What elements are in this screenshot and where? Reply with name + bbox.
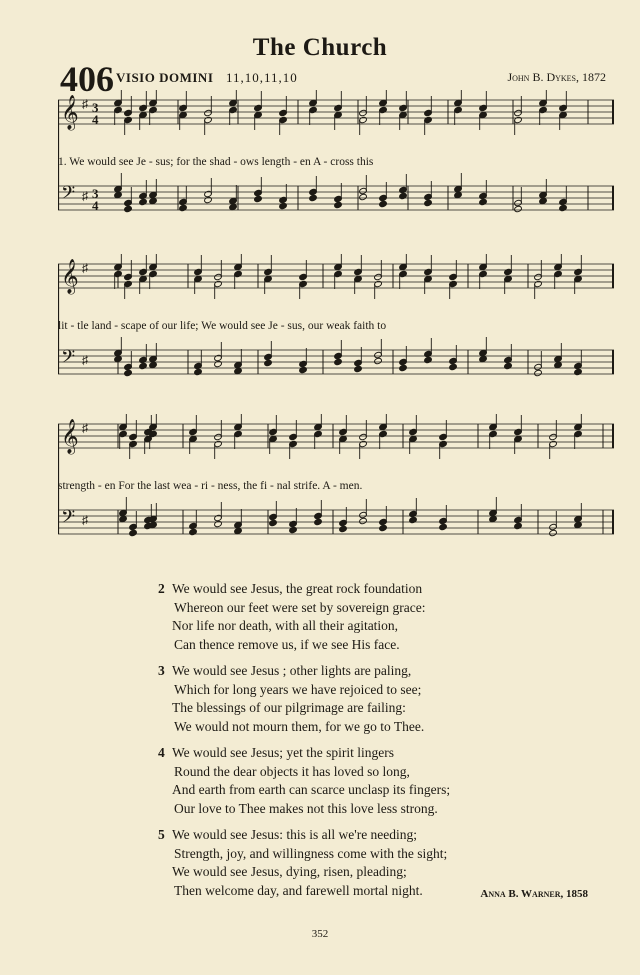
- bass-note-head: [359, 517, 368, 524]
- bass-note-head: [214, 360, 223, 367]
- bass-note-head: [124, 205, 133, 212]
- bass-note-head: [119, 515, 128, 522]
- page-number: 352: [311, 928, 329, 940]
- bass-note-head: [354, 365, 363, 372]
- time-signature-bottom: 4: [92, 198, 99, 213]
- verse-line: Nor life nor death, with all their agitation,: [172, 618, 399, 633]
- verse-line: Which for long years we have rejoiced to see;: [174, 681, 422, 697]
- bass-note-head: [234, 527, 243, 534]
- tune-name: VISIO DOMINI: [116, 70, 214, 85]
- bass-note-head: [424, 199, 433, 206]
- verse-number: 4: [158, 745, 165, 760]
- bass-note-head: [269, 519, 278, 526]
- verse-line: Our love to Thee makes not this love less strong.: [174, 800, 438, 816]
- author-credit: Anna B. Warner, 1858: [480, 888, 588, 900]
- bass-note-head: [149, 197, 158, 204]
- music-system-1: [58, 90, 614, 240]
- treble-clef-icon: 𝄞: [61, 419, 79, 454]
- verse-line: Whereon our feet were set by sovereign grace:: [174, 599, 426, 615]
- bass-note-head: [289, 526, 298, 533]
- key-signature-sharp: ♯: [82, 353, 88, 367]
- bass-note-head: [359, 193, 368, 200]
- time-signature-top: 3: [92, 186, 99, 201]
- bass-note-head: [339, 525, 348, 532]
- meter: 11,10,11,10: [226, 70, 298, 85]
- bass-note-head: [379, 524, 388, 531]
- verse-line: Can thence remove us, if we see His face.: [174, 636, 400, 652]
- time-signature-bottom: 4: [92, 112, 99, 127]
- verse-number: 2: [158, 581, 165, 596]
- bass-note-head: [139, 362, 148, 369]
- bass-note-head: [234, 367, 243, 374]
- bass-note-head: [314, 518, 323, 525]
- verse-line: Then welcome day, and farewell mortal night.: [174, 882, 423, 898]
- bass-note-head: [279, 202, 288, 209]
- bass-note-head: [449, 363, 458, 370]
- lyric-line-1: 1. We would see Je - sus; for the shad - ows length - en A - cross this: [58, 156, 374, 168]
- treble-clef-icon: 𝄞: [61, 95, 79, 130]
- key-signature-sharp: ♯: [82, 513, 88, 527]
- verse-4: [158, 744, 450, 818]
- bass-note-head: [409, 516, 418, 523]
- verse-line: Strength, joy, and willingness come with the sight;: [174, 845, 448, 861]
- bass-note-head: [264, 359, 273, 366]
- bass-note-head: [114, 355, 123, 362]
- bass-note-head: [554, 361, 563, 368]
- lyric-line-3: strength - en For the last wea - ri - ness, the fi - nal strife. A - men.: [58, 480, 363, 492]
- bass-clef-icon: 𝄢: [61, 347, 76, 372]
- music-system-2: [58, 254, 614, 404]
- bass-note-head: [479, 198, 488, 205]
- bass-note-head: [399, 192, 408, 199]
- bass-note-head: [299, 366, 308, 373]
- verse-line: We would see Jesus: this is all we're needing;: [172, 827, 418, 842]
- key-signature-sharp: ♯: [82, 189, 88, 203]
- verse-3: [158, 662, 450, 736]
- verse-line: We would see Jesus ; other lights are paling,: [172, 663, 412, 678]
- bass-note-head: [549, 529, 558, 536]
- key-signature-sharp: ♯: [82, 421, 88, 435]
- bass-note-head: [309, 194, 318, 201]
- bass-note-head: [504, 362, 513, 369]
- bass-note-head: [374, 357, 383, 364]
- bass-note-head: [489, 515, 498, 522]
- bass-note-head: [129, 529, 138, 536]
- key-signature-sharp: ♯: [82, 97, 88, 111]
- bass-note-head: [424, 356, 433, 363]
- bass-note-head: [229, 203, 238, 210]
- verse-line: We would see Jesus; yet the spirit lingers: [172, 745, 394, 760]
- bass-note-head: [149, 361, 158, 368]
- bass-note-head: [439, 523, 448, 530]
- verse-line: The blessings of our pilgrimage are failing:: [172, 700, 406, 715]
- bass-note-head: [254, 195, 263, 202]
- bass-note-head: [214, 520, 223, 527]
- bass-note-head: [534, 369, 543, 376]
- page-title: The Church: [252, 34, 388, 61]
- verses: [158, 580, 450, 908]
- key-signature-sharp: ♯: [82, 261, 88, 275]
- bass-clef-icon: 𝄢: [61, 183, 76, 208]
- hymn-number: 406: [60, 59, 114, 99]
- verse-number: 5: [158, 827, 165, 842]
- verse-5: [158, 826, 450, 900]
- verse-line: We would see Jesus, dying, risen, pleading;: [172, 864, 407, 879]
- bass-note-head: [334, 201, 343, 208]
- bass-note-head: [399, 364, 408, 371]
- bass-note-head: [514, 522, 523, 529]
- verse-line: Round the dear objects it has loved so long,: [174, 763, 410, 779]
- bass-note-head: [139, 198, 148, 205]
- bass-note-head: [189, 528, 198, 535]
- verse-line: And earth from earth can scarce unclasp its fingers;: [172, 782, 451, 797]
- bass-note-head: [114, 191, 123, 198]
- bass-note-head: [574, 521, 583, 528]
- bass-note-head: [379, 200, 388, 207]
- bass-note-head: [479, 355, 488, 362]
- bass-note-head: [124, 369, 133, 376]
- bass-note-head: [539, 197, 548, 204]
- bass-note-head: [559, 204, 568, 211]
- treble-clef-icon: 𝄞: [61, 259, 79, 294]
- music-system-3: [58, 414, 614, 564]
- composer: John B. Dykes, 1872: [507, 70, 606, 84]
- bass-note-head: [574, 368, 583, 375]
- bass-clef-icon: 𝄢: [61, 507, 76, 532]
- verse-line: We would see Jesus, the great rock foundation: [172, 581, 423, 596]
- bass-note-head: [454, 191, 463, 198]
- bass-note-head: [514, 205, 523, 212]
- verse-2: [158, 580, 450, 654]
- lyric-line-2: lit - tle land - scape of our life; We would see Je - sus, our weak faith to: [58, 320, 387, 332]
- bass-note-head: [194, 368, 203, 375]
- time-signature-top: 3: [92, 100, 99, 115]
- verse-number: 3: [158, 663, 165, 678]
- bass-note-head: [204, 196, 213, 203]
- verse-line: We would not mourn them, for we go to Thee.: [174, 718, 425, 734]
- bass-note-head: [179, 204, 188, 211]
- bass-note-head: [334, 358, 343, 365]
